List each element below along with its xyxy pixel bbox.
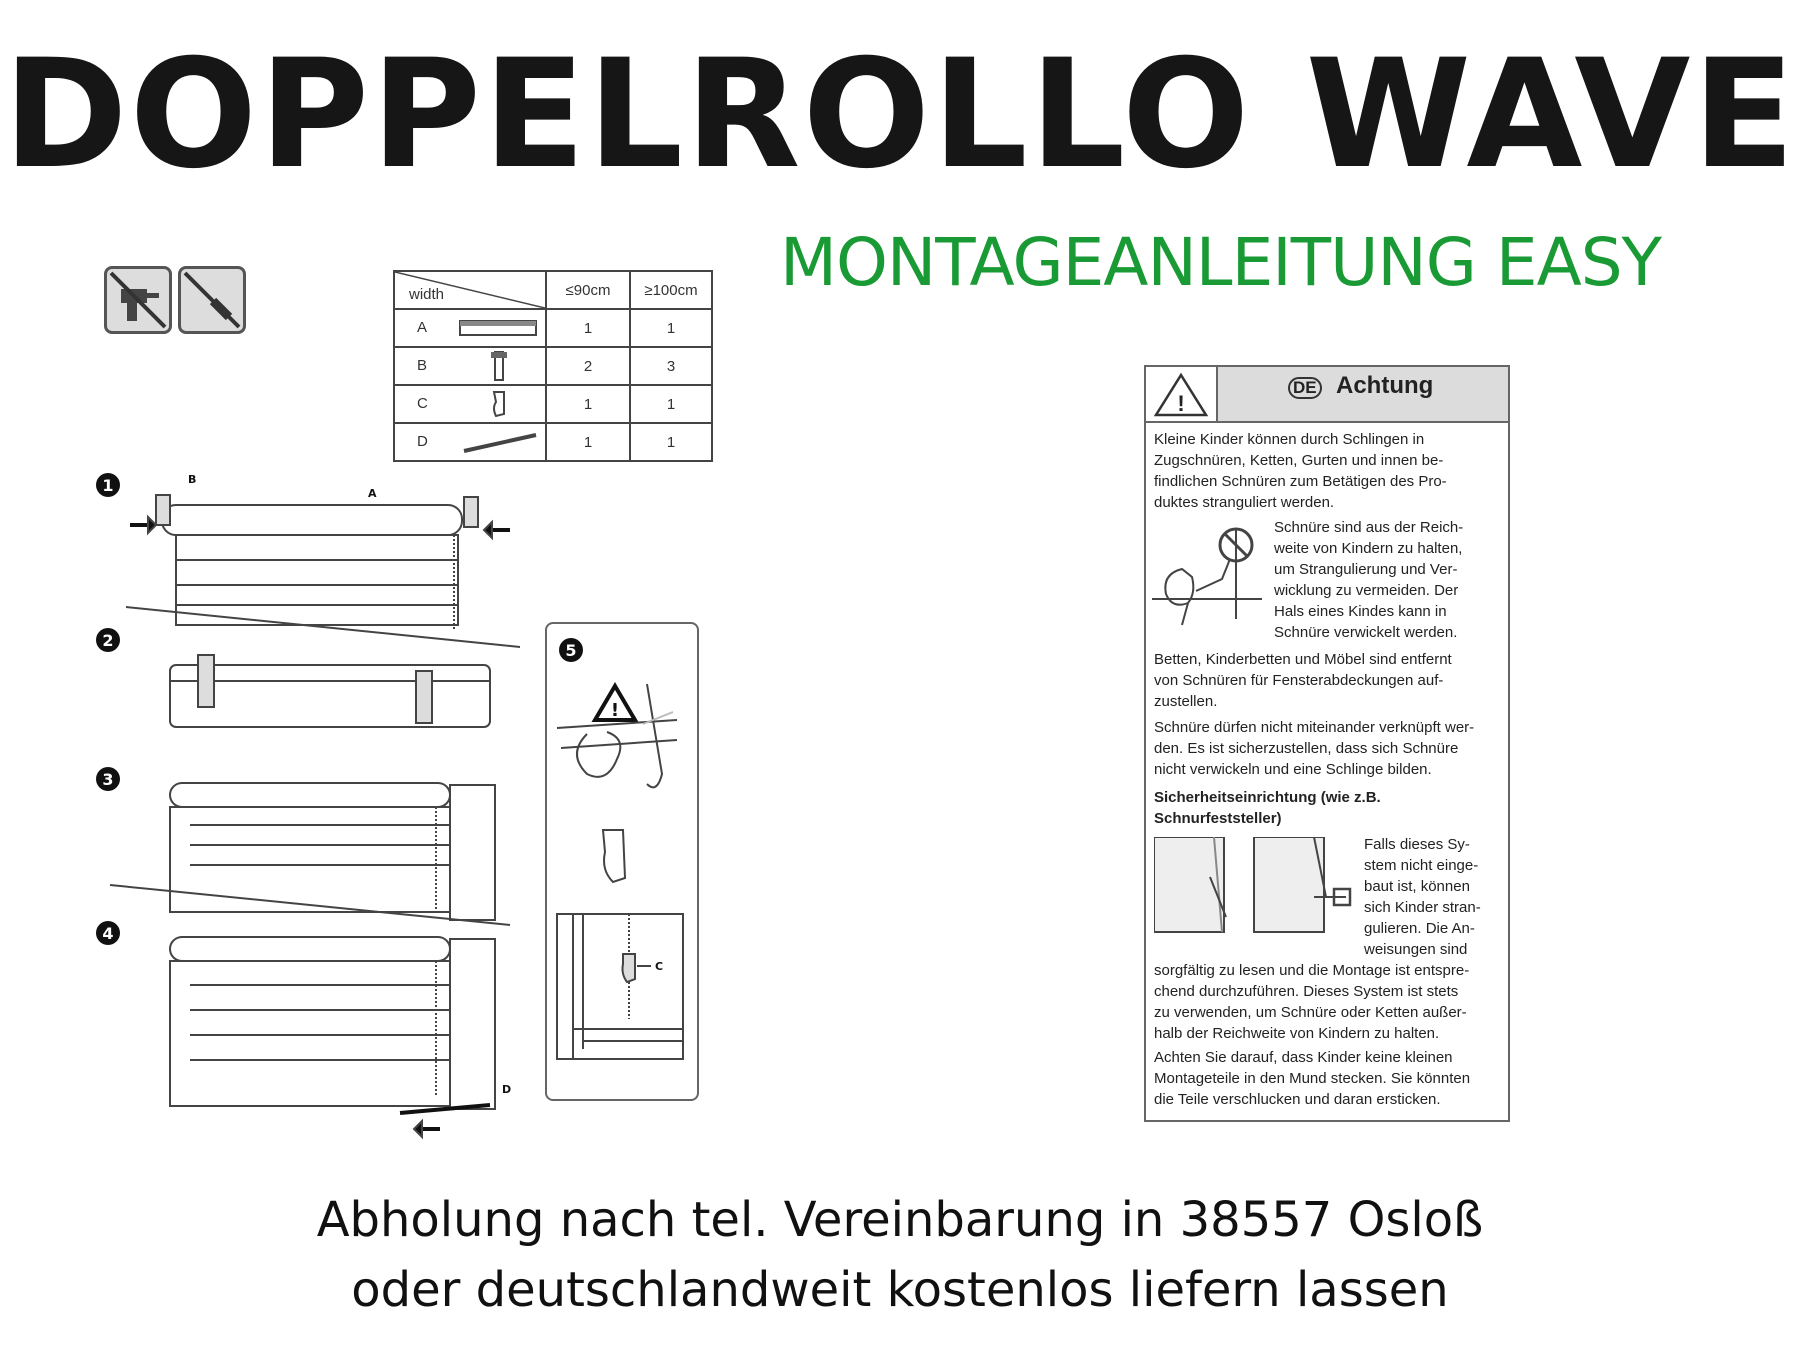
svg-text:2: 2: [102, 631, 114, 650]
footer-line-1: Abholung nach tel. Vereinbarung in 38557 Osloß: [316, 1192, 1484, 1248]
part-qty: 1: [546, 385, 630, 423]
safety-device-heading: Sicherheitseinrichtung (wie z.B. Schnurfeststeller): [1154, 789, 1381, 827]
parts-header-large: ≥100cm: [630, 271, 712, 309]
table-row: [394, 347, 712, 385]
chain-clip-part-icon: [460, 388, 540, 420]
svg-text:1: 1: [102, 476, 114, 495]
table-row: [394, 423, 712, 461]
footer-line-2: oder deutschlandweit kostenlos liefern lassen: [351, 1262, 1449, 1318]
safety-warning-box: [1144, 365, 1510, 1122]
parts-header-width: width: [394, 271, 546, 309]
no-screwdriver-icon: [178, 266, 246, 334]
warning-triangle-icon: [595, 686, 635, 721]
callout-d: D: [502, 1083, 512, 1096]
warning-paragraph-1: Kleine Kinder können durch Schlingen in Zugschnüren, Ketten, Gurten und innen be- findlichen Schnüren zum Betätigen des Pro- duktes stranguliert werden.: [1154, 431, 1447, 511]
page-title: DOPPELROLLO WAVE: [3, 28, 1797, 202]
step-5-panel: [545, 622, 699, 1101]
child-cord-warning-icon: [1152, 519, 1262, 629]
headrail-part-icon: [458, 313, 538, 343]
step-1-marker: [96, 473, 120, 497]
step-4-illustration: [170, 937, 495, 1137]
step-5-marker: [559, 638, 583, 662]
part-qty: 3: [630, 347, 712, 385]
warning-triangle-icon: [1146, 367, 1218, 421]
warning-paragraph-4: Schnüre dürfen nicht miteinander verknüpft wer- den. Es ist sicherzustellen, dass sich Schnüre nicht verwickeln und eine Schlinge bilden.: [1154, 719, 1475, 778]
callout-b: B: [188, 473, 197, 486]
warning-heading: Achtung: [1336, 372, 1434, 399]
parts-table: [393, 270, 713, 462]
step-3-illustration: [110, 783, 510, 925]
part-qty: 2: [546, 347, 630, 385]
warning-paragraph-6: sorgfältig zu lesen und die Montage ist entspre- chend durchzuführen. Dieses System ist stets zu verwenden, um Schnüre oder Ketten außer- halb der Reichweite von Kindern zu halten.: [1154, 962, 1470, 1042]
part-qty: 1: [630, 385, 712, 423]
part-qty: 1: [546, 423, 630, 461]
table-row: [394, 385, 712, 423]
warning-paragraph-2: Schnüre sind aus der Reich- weite von Kindern zu halten, um Strangulierung und Ver- wicklung zu vermeiden. Der Hals eines Kindes kann in Schnüre verwickelt werden.: [1274, 519, 1464, 641]
part-qty: 1: [630, 309, 712, 347]
cord-tensioner-illustration: [1154, 837, 1364, 937]
bottom-bar-part-icon: [460, 427, 540, 457]
warning-paragraph-3: Betten, Kinderbetten und Möbel sind entfernt von Schnüren für Fensterabdeckungen auf- zustellen.: [1154, 651, 1452, 710]
page-subtitle: MONTAGEANLEITUNG EASY: [780, 224, 1661, 301]
bracket-part-icon: [459, 350, 539, 382]
step-2-illustration: [170, 655, 490, 727]
svg-text:3: 3: [102, 770, 114, 789]
callout-c: C: [655, 960, 664, 973]
svg-text:!: !: [1177, 391, 1185, 416]
warning-header: [1146, 367, 1508, 423]
parts-header-small: ≤90cm: [546, 271, 630, 309]
svg-text:!: !: [610, 700, 620, 721]
no-drill-icon: [104, 266, 172, 334]
step-1-illustration: [126, 495, 520, 647]
step-3-marker: [96, 767, 120, 791]
step-4-marker: [96, 921, 120, 945]
part-label: D: [417, 432, 428, 450]
warning-paragraph-7: Achten Sie darauf, dass Kinder keine kleinen Montageteile in den Mund stecken. Sie könnten die Teile verschlucken und daran ersticken.: [1154, 1049, 1471, 1108]
warning-paragraph-5: Falls dieses Sy- stem nicht einge- baut ist, können sich Kinder stran- gulieren. Die An- weisungen sind: [1364, 836, 1481, 958]
callout-a: A: [368, 487, 377, 500]
svg-text:4: 4: [102, 924, 114, 943]
part-label: A: [417, 318, 427, 336]
language-badge: DE: [1288, 377, 1322, 399]
table-row: [394, 309, 712, 347]
svg-text:5: 5: [565, 641, 577, 660]
clip-mounted-illustration: [557, 914, 683, 1059]
step-2-marker: [96, 628, 120, 652]
chain-clip-icon: [603, 830, 625, 882]
part-qty: 1: [546, 309, 630, 347]
part-qty: 1: [630, 423, 712, 461]
part-label: B: [417, 356, 428, 374]
part-label: C: [417, 394, 428, 412]
